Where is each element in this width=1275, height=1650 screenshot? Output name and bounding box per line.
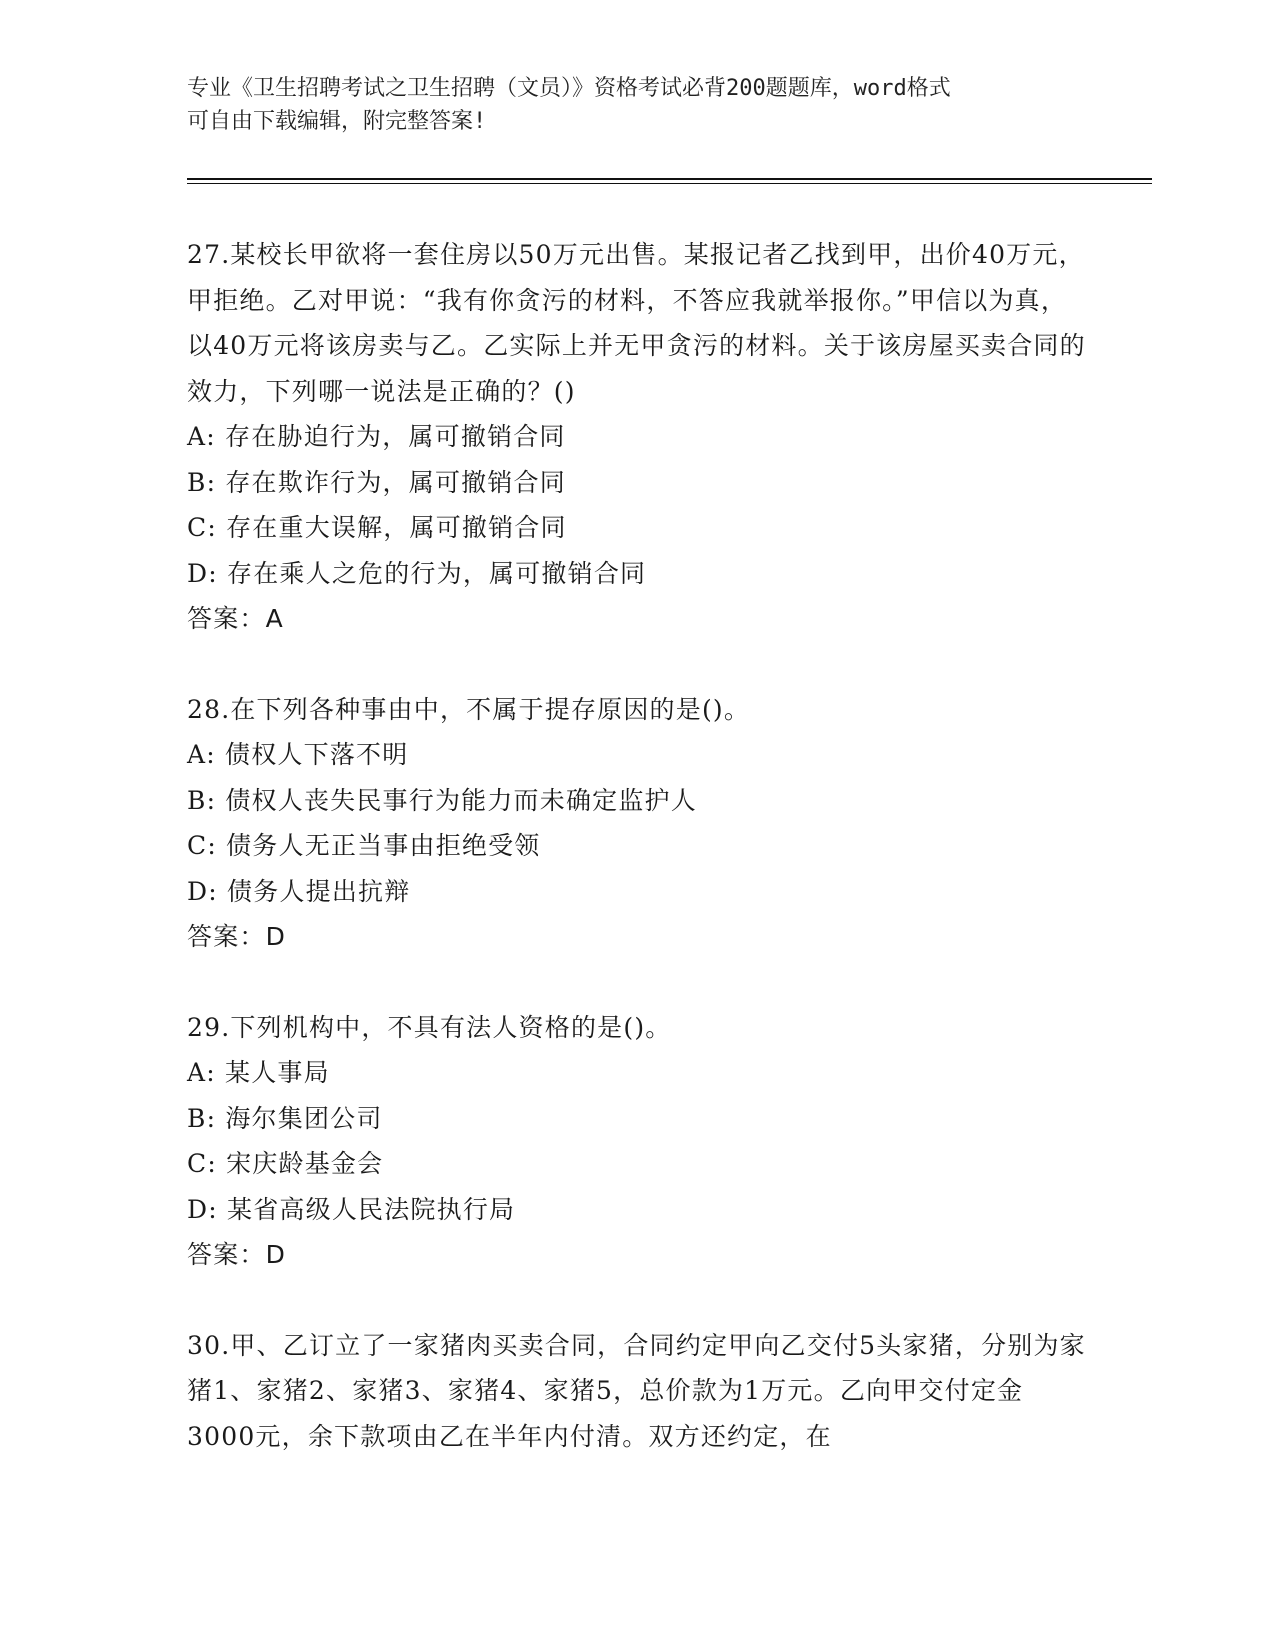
question-list — [187, 232, 1087, 1504]
option-d: D: 债务人提出抗辩 — [187, 876, 411, 906]
option-b: B: 债权人丧失民事行为能力而未确定监护人 — [187, 785, 697, 815]
answer: 答案：D — [187, 1240, 287, 1269]
option-b: B: 海尔集团公司 — [187, 1103, 383, 1133]
option-c: C: 债务人无正当事由拒绝受领 — [187, 831, 541, 860]
question-27 — [187, 232, 1087, 642]
option-a: A: 某人事局 — [187, 1058, 330, 1087]
question-text: 28.在下列各种事由中，不属于提存原因的是()。 — [187, 694, 751, 724]
header-line-2: 可自由下载编辑，附完整答案! — [187, 109, 487, 134]
header-line-1: 专业《卫生招聘考试之卫生招聘（文员）》资格考试必背200题题库，word格式 — [187, 76, 951, 101]
option-a: A: 存在胁迫行为，属可撤销合同 — [187, 422, 566, 451]
option-a: A: 债权人下落不明 — [187, 740, 409, 769]
header-divider-thin — [187, 183, 1152, 184]
option-b: B: 存在欺诈行为，属可撤销合同 — [187, 467, 566, 497]
question-29 — [187, 1005, 1087, 1278]
question-text: 29.下列机构中，不具有法人资格的是()。 — [187, 1012, 672, 1042]
answer: 答案：D — [187, 922, 287, 951]
question-text: 30.甲、乙订立了一家猪肉买卖合同，合同约定甲向乙交付5头家猪，分别为家猪1、家猪2、家猪3、家猪4、家猪5，总价款为1万元。乙向甲交付定金3000元，余下款项由乙在半年内付清。双方还约定，在 — [187, 1330, 1086, 1451]
question-28 — [187, 687, 1087, 960]
header-divider-thick — [187, 178, 1152, 180]
option-c: C: 宋庆龄基金会 — [187, 1149, 384, 1178]
option-d: D: 存在乘人之危的行为，属可撤销合同 — [187, 558, 647, 588]
question-30 — [187, 1323, 1087, 1460]
document-header — [187, 72, 1067, 138]
option-d: D: 某省高级人民法院执行局 — [187, 1194, 516, 1224]
question-text: 27.某校长甲欲将一套住房以50万元出售。某报记者乙找到甲，出价40万元，甲拒绝。乙对甲说：“我有你贪污的材料，不答应我就举报你。”甲信以为真，以40万元将该房卖与乙。乙实际上并无甲贪污的材料。关于该房屋买卖合同的效力，下列哪一说法是正确的？() — [187, 240, 1086, 406]
option-c: C: 存在重大误解，属可撤销合同 — [187, 513, 567, 542]
answer: 答案：A — [187, 604, 284, 633]
